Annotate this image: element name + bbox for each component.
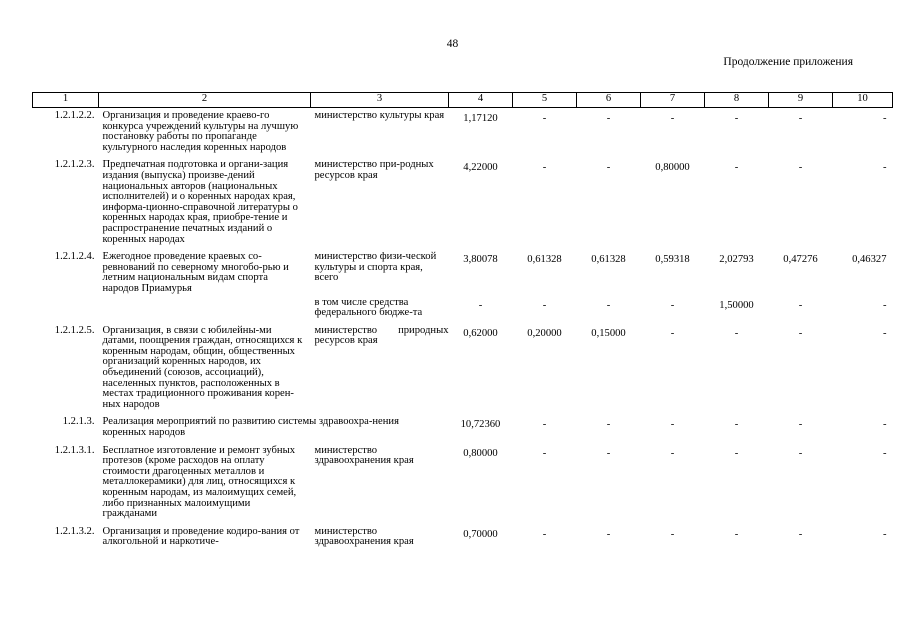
column-header: 5 [513,93,577,108]
row-value: - [734,447,739,459]
row-organization: министерство культуры края [314,110,445,121]
row-value: - [670,447,675,459]
row-value: 1,50000 [719,299,754,311]
page-number: 48 [446,38,459,50]
row-value: - [542,162,547,174]
row-value: 0,80000 [655,162,690,174]
row-value: - [734,113,739,124]
row-value: - [734,327,739,339]
row-value: - [882,419,887,431]
table-row [33,323,893,415]
row-value: - [542,113,547,124]
row-organization: министерство здравоохранения края [314,525,414,548]
row-value: - [606,528,611,540]
row-value: - [606,447,611,459]
row-value: - [542,528,547,540]
column-header: 9 [769,93,833,108]
row-value: 0,59318 [655,254,690,266]
column-header: 8 [705,93,769,108]
row-value: - [798,327,803,339]
column-header: 6 [577,93,641,108]
row-code: 1.2.1.2.3. [54,159,95,171]
column-header: 1 [33,93,99,108]
row-code: 1.2.1.2.5. [54,324,95,336]
row-name: Бесплатное изготовление и ремонт зубных протезов (кроме расходов на оплату стоимости драгоценных металлов и металлокерамики) для лиц, относящихся к коренным народам, из малоимущих семей, либо признанных малоимущими гражданами [102,444,297,520]
row-code [33,295,99,323]
row-name [99,295,311,323]
row-value: - [798,162,803,174]
row-value: - [670,528,675,540]
row-value: 0,61328 [527,254,562,266]
row-code: 1.2.1.2.4. [54,251,95,263]
row-value: 0,70000 [463,528,498,540]
table-row [33,295,893,323]
row-code: 1.2.1.3.1. [54,444,95,456]
column-header: 3 [311,93,449,108]
row-value: - [478,299,483,311]
row-value: - [542,299,547,311]
row-code: 1.2.1.2.2. [54,110,95,121]
column-header-row [33,93,893,108]
row-value: - [882,447,887,459]
row-name: Организация и проведение краево-го конкурса учреждений культуры на лучшую постановку работы по пропаганде культурного наследия коренных народов [102,110,299,153]
row-value: 1,17120 [463,113,498,124]
row-value: - [882,299,887,311]
appendix-table [32,92,893,548]
table-row [33,108,893,158]
row-value: - [734,162,739,174]
row-value: 0,46327 [852,254,887,266]
column-header: 10 [833,93,893,108]
row-value: - [606,299,611,311]
row-value: - [670,419,675,431]
row-organization: министерство при-родных ресурсов края [314,159,434,181]
row-name: Реализация мероприятий по развитию системы здравоохра-нения коренных народов [102,416,399,439]
row-value: - [670,299,675,311]
row-name: Организация и проведение кодиро-вания от алкогольной и наркотиче- [102,525,300,548]
row-value: 0,80000 [463,447,498,459]
row-value: 0,20000 [527,327,562,339]
table-row [33,524,893,548]
row-code: 1.2.1.3. [62,416,95,428]
row-value: - [606,162,611,174]
column-header: 4 [449,93,513,108]
row-value: - [670,113,675,124]
column-header: 7 [641,93,705,108]
table-row [33,157,893,249]
row-value: - [542,419,547,431]
row-value: 0,61328 [591,254,626,266]
row-value: 3,80078 [463,254,498,266]
row-organization: министерство физи-ческой культуры и спорта края, всего [314,251,437,284]
column-header: 2 [99,93,311,108]
row-value: - [798,528,803,540]
row-name: Предпечатная подготовка и органи-зация издания (выпуска) произве-дений национальных авторов (национальных исполнителей) и о коренных народах края, информа-ционно-справочной литературы о коренных народах края, приобре-тение и распространение печатных изданий о коренных народах [102,159,298,245]
row-value: - [882,162,887,174]
row-value: - [798,113,803,124]
row-value: - [734,419,739,431]
row-organization: министерство природных ресурсов края [314,324,449,347]
row-value: 0,15000 [591,327,626,339]
row-name: Ежегодное проведение краевых со-ревнований по северному многобо-рью и летним национальным видам спорта народов Приамурья [102,251,289,294]
row-value: - [734,528,739,540]
row-value: - [542,447,547,459]
row-value: 4,22000 [463,162,498,174]
row-value: - [606,419,611,431]
table-row [33,443,893,524]
row-value: - [670,327,675,339]
row-value: - [882,528,887,540]
row-value: 2,02793 [719,254,754,266]
row-value: - [798,299,803,311]
row-value: 10,72360 [460,419,501,431]
continuation-caption: Продолжение приложения [723,56,853,68]
row-value: 0,62000 [463,327,498,339]
table-row [33,414,893,442]
row-value: 0,47276 [783,254,818,266]
row-name: Организация, в связи с юбилейны-ми датами, поощрения граждан, относящихся к коренным народам, общин, общественных организаций коренных народов, их объединений (союзов, ассоциаций), населенных пунктов, расположенных в местах традиционного проживания корен-ных народов [102,324,303,410]
row-value: - [798,447,803,459]
row-value: - [798,419,803,431]
row-code: 1.2.1.3.2. [54,525,95,537]
row-organization: министерство здравоохранения края [314,444,414,467]
table-row [33,249,893,294]
row-value: - [606,113,611,124]
row-value: - [882,327,887,339]
row-value: - [882,113,887,124]
row-organization: в том числе средства федерального бюдже-та [314,296,423,319]
